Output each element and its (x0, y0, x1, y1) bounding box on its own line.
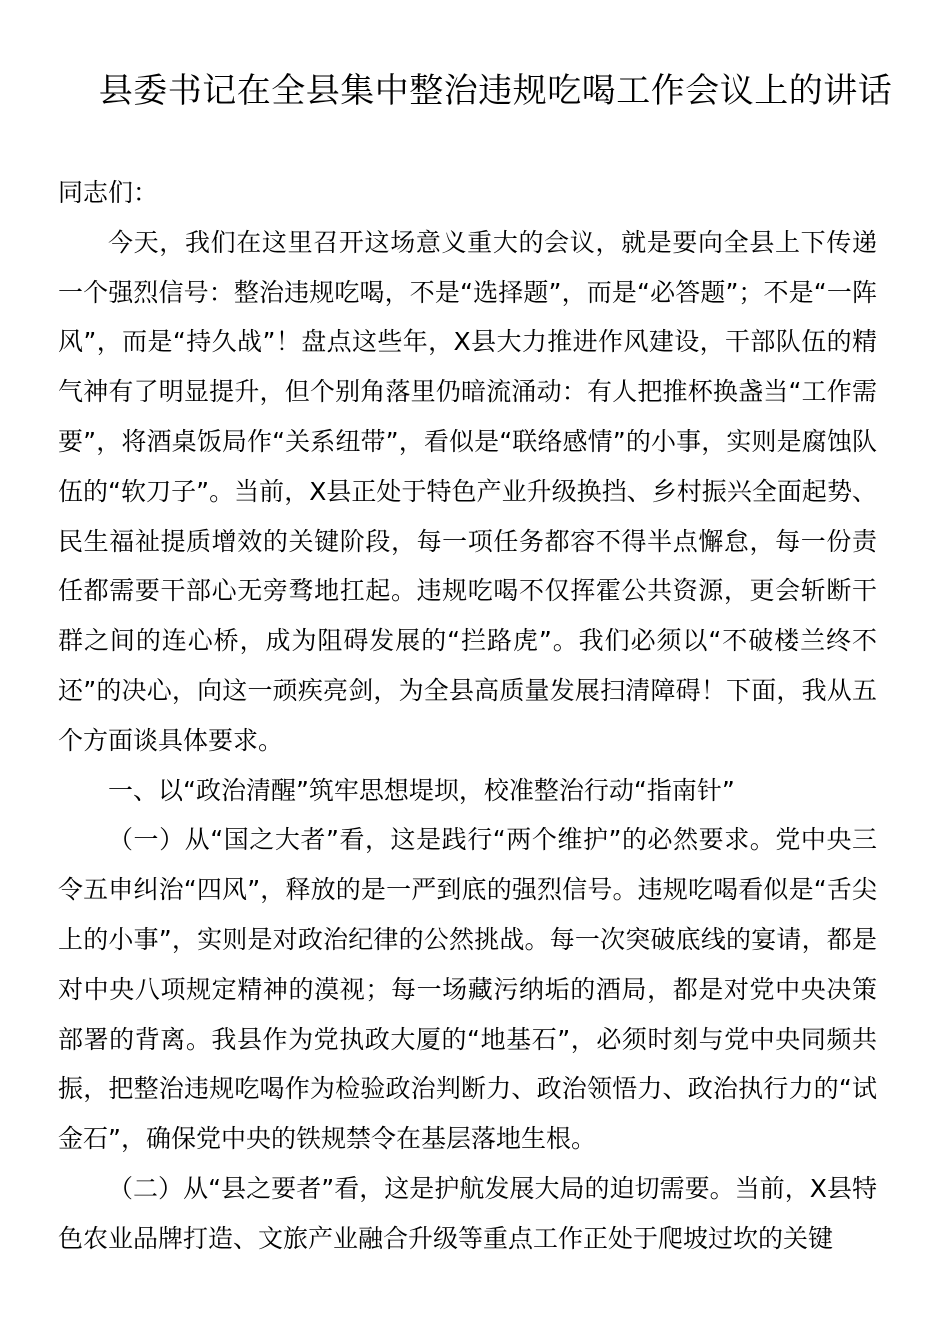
salutation: 同志们： (58, 178, 159, 207)
paragraph-point-2: （二）从“县之要者”看，这是护航发展大局的迫切需要。当前，X县特色农业品牌打造、文旅产业融合升级等重点工作正处于爬坡过坎的关键 (58, 1173, 877, 1253)
document-title: 县委书记在全县集中整治违规吃喝工作会议上的讲话 (98, 71, 893, 111)
paragraph-intro: 今天，我们在这里召开这场意义重大的会议，就是要向全县上下传递一个强烈信号：整治违规吃喝，不是“选择题”，而是“必答题”；不是“一阵风”，而是“持久战”！盘点这些年，X县大力推进作风建设，干部队伍的精气神有了明显提升，但个别角落里仍暗流涌动：有人把推杯换盏当“工作需要”，将酒桌饭局作“关系纽带”，看似是“联络感情”的小事，实则是腐蚀队伍的“软刀子”。当前，X县正处于特色产业升级换挡、乡村振兴全面起势、民生福祉提质增效的关键阶段，每一项任务都容不得半点懈怠，每一份责任都需要干部心无旁骛地扛起。违规吃喝不仅挥霍公共资源，更会斩断干群之间的连心桥，成为阻碍发展的“拦路虎”。我们必须以“不破楼兰终不还”的决心，向这一顽疾亮剑，为全县高质量发展扫清障碍！下面，我从五个方面谈具体要求。 (58, 227, 877, 755)
document-body (58, 168, 877, 1264)
section-heading-1: 一、以“政治清醒”筑牢思想堤坝，校准整治行动“指南针” (108, 775, 735, 805)
paragraph-point-1: （一）从“国之大者”看，这是践行“两个维护”的必然要求。党中央三令五申纠治“四风”，释放的是一严到底的强烈信号。违规吃喝看似是“舌尖上的小事”，实则是对政治纪律的公然挑战。每一次突破底线的宴请，都是对中央八项规定精神的漠视；每一场藏污纳垢的酒局，都是对党中央决策部署的背离。我县作为党执政大厦的“地基石”，必须时刻与党中央同频共振，把整治违规吃喝作为检验政治判断力、政治领悟力、政治执行力的“试金石”，确保党中央的铁规禁令在基层落地生根。 (58, 825, 877, 1154)
